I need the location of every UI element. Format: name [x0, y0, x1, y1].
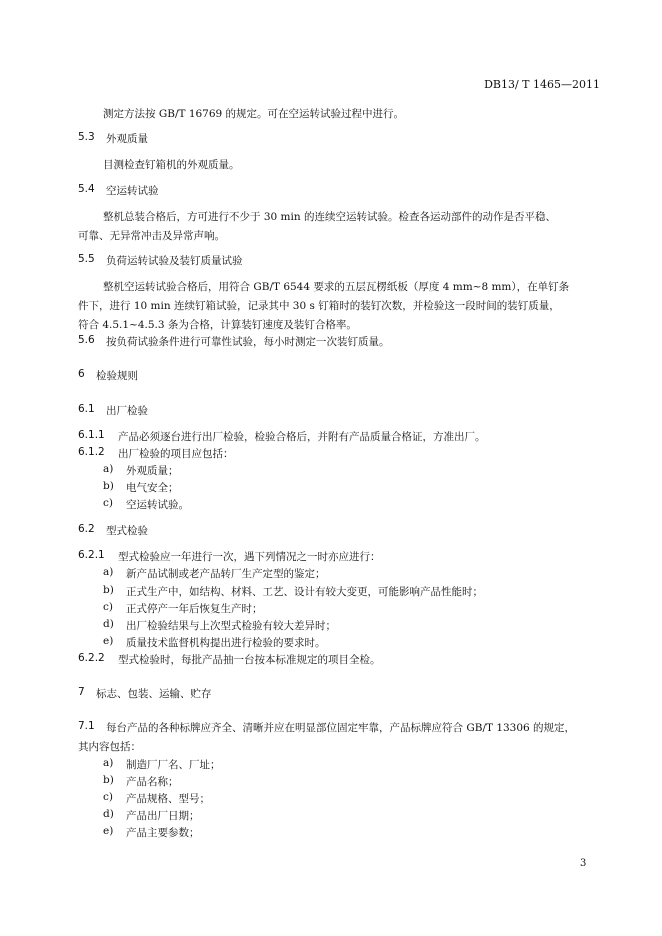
list-item: 产品名称； — [126, 776, 179, 788]
section-number: 5.5 — [78, 253, 95, 265]
list-item-marker: c) — [103, 601, 113, 613]
list-item-marker: c) — [103, 791, 113, 803]
paragraph-line: 其内容包括： — [78, 741, 141, 753]
list-item-marker: d) — [103, 808, 114, 820]
list-item: 正式停产一年后恢复生产时； — [126, 603, 263, 615]
clause-number: 6.2.1 — [78, 549, 105, 561]
list-item-marker: a) — [103, 566, 114, 578]
paragraph-line: 型式检验应一年进行一次，遇下列情况之一时亦应进行： — [118, 551, 381, 563]
section-title: 出厂检验 — [106, 405, 148, 417]
list-item-marker: e) — [103, 825, 114, 837]
list-item-marker: a) — [103, 757, 114, 769]
list-item-marker: c) — [103, 497, 113, 509]
paragraph-line: 型式检验时，每批产品抽一台按本标准规定的项目全检。 — [118, 654, 381, 666]
chapter-number: 6 — [78, 368, 85, 380]
list-item: 正式生产中，如结构、材料、工艺、设计有较大变更，可能影响产品性能时； — [126, 586, 483, 598]
list-item-marker: b) — [103, 584, 114, 596]
list-item: 产品规格、型号； — [126, 793, 210, 805]
section-title: 空运转试验 — [106, 185, 159, 197]
paragraph-line: 符合 4.5.1~4.5.3 条为合格，计算装钉速度及装钉合格率。 — [78, 319, 357, 331]
list-item-marker: a) — [103, 463, 114, 475]
section-title: 负荷运转试验及装钉质量试验 — [106, 255, 243, 267]
paragraph-line: 产品必须逐台进行出厂检验，检验合格后，并附有产品质量合格证，方准出厂。 — [118, 431, 486, 443]
list-item: 产品主要参数； — [126, 827, 200, 839]
paragraph-line: 目测检查钉箱机的外观质量。 — [103, 159, 240, 171]
list-item: 新产品试制或老产品转厂生产定型的鉴定； — [126, 568, 326, 580]
paragraph-line: 出厂检验的项目应包括： — [118, 448, 234, 460]
clause-number: 6.2.2 — [78, 652, 105, 664]
section-number: 5.4 — [78, 183, 95, 195]
paragraph-line: 整机空运转试验合格后，用符合 GB/T 6544 要求的五层瓦楞纸板（厚度 4 mm~8 mm），在单钉条 — [103, 281, 570, 293]
paragraph-line: 按负荷试验条件进行可靠性试验，每小时测定一次装钉质量。 — [106, 336, 390, 348]
section-number: 7.1 — [78, 720, 95, 732]
chapter-title: 检验规则 — [96, 370, 138, 382]
document-code-header: DB13/ T 1465—2011 — [484, 78, 600, 91]
paragraph-line: 每台产品的各种标牌应齐全、清晰并应在明显部位固定牢靠，产品标牌应符合 GB/T 13306 的规定， — [106, 722, 576, 734]
chapter-title: 标志、包装、运输、贮存 — [96, 688, 212, 700]
paragraph-line: 整机总装合格后，方可进行不少于 30 min 的连续空运转试验。检查各运动部件的动作是否平稳、 — [103, 211, 556, 223]
section-number: 5.6 — [78, 334, 95, 346]
list-item: 产品出厂日期； — [126, 810, 200, 822]
page-number: 3 — [580, 858, 587, 869]
list-item: 外观质量； — [126, 465, 179, 477]
list-item-marker: b) — [103, 480, 114, 492]
list-item: 制造厂厂名、厂址； — [126, 759, 221, 771]
list-item-marker: b) — [103, 774, 114, 786]
list-item: 质量技术监督机构提出进行检验的要求时。 — [126, 637, 326, 649]
paragraph-line: 件下，进行 10 min 连续钉箱试验，记录其中 30 s 钉箱时的装钉次数，并检验这一段时间的装钉质量， — [78, 300, 560, 312]
list-item-marker: e) — [103, 635, 114, 647]
section-title: 外观质量 — [106, 133, 148, 145]
list-item: 电气安全； — [126, 482, 179, 494]
list-item: 空运转试验。 — [126, 499, 189, 511]
section-title: 型式检验 — [106, 525, 148, 537]
section-number: 6.2 — [78, 523, 95, 535]
paragraph-line: 可靠、无异常冲击及异常声响。 — [78, 230, 225, 242]
clause-number: 6.1.2 — [78, 446, 105, 458]
clause-number: 6.1.1 — [78, 429, 105, 441]
paragraph-line: 测定方法按 GB/T 16769 的规定。可在空运转试验过程中进行。 — [103, 108, 405, 120]
section-number: 6.1 — [78, 403, 95, 415]
section-number: 5.3 — [78, 131, 95, 143]
chapter-number: 7 — [78, 686, 85, 698]
list-item-marker: d) — [103, 618, 114, 630]
list-item: 出厂检验结果与上次型式检验有较大差异时； — [126, 620, 336, 632]
